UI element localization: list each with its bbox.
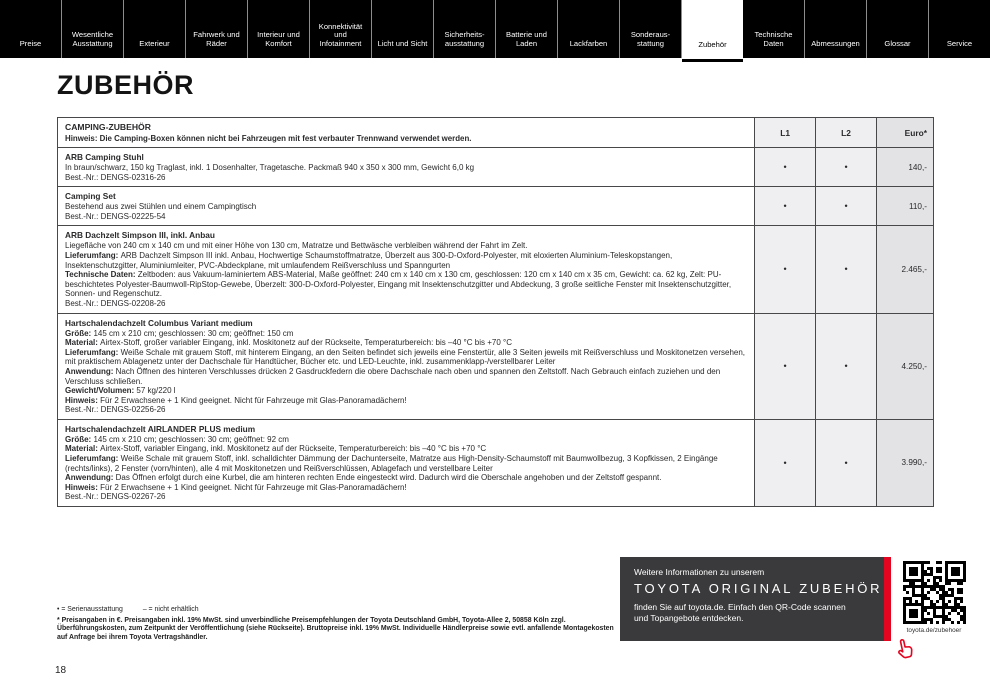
tab-label: Sonderaus-stattung (630, 30, 671, 49)
price-cell: 140,- (877, 148, 934, 187)
table-row (58, 313, 934, 419)
qr-caption: toyota.de/zubehoer (906, 627, 962, 634)
row-text: Lieferumfang: ARB Dachzelt Simpson III inkl. Anbau, Hochwertige Schaumstoffmatratze, Überzelt aus 300-D-Oxford-Polyester, mit eloxierten Aluminium-Teleskopstangen, Insektenschutzgitter, Aluminiumleiter, PVC-Abdeckplane, mit umlaufendem Reißverschluss und Spanngurten (65, 250, 673, 270)
info-intro: Weitere Informationen zu unserem (634, 567, 765, 577)
row-text: Best.-Nr.: DENGS-02208-26 (65, 298, 166, 308)
row-text: Best.-Nr.: DENGS-02256-26 (65, 405, 166, 415)
section-header-cell (58, 118, 755, 148)
row-text: In braun/schwarz, 150 kg Traglast, inkl. 1 Dosenhalter, Tragetasche. Packmaß 940 x 350 x 300 mm, Gewicht 6,0 kg (65, 163, 475, 172)
price-cell: 2.465,- (877, 226, 934, 313)
row-text: Größe: 145 cm x 210 cm; geschlossen: 30 cm; geöffnet: 92 cm (65, 434, 289, 444)
row-text: Liegefläche von 240 cm x 140 cm und mit einer Höhe von 130 cm, Matratze und Bettwäsche verbleiben während der Fahrt im Zelt. (65, 241, 528, 251)
row-text: Best.-Nr.: DENGS-02316-26 (65, 172, 166, 182)
table-row (58, 187, 934, 226)
accessories-table-body (58, 148, 934, 507)
tab-label: Sicherheits-ausstattung (444, 30, 485, 49)
row-title: Camping Set (65, 191, 116, 202)
availability-l1: • (755, 148, 816, 187)
row-text: Anwendung: Nach Öffnen des hinteren Verschlusses drücken 2 Gasdruckfedern die obere Dachschale nach oben und spannen den Zeltstoff. Nach Gebrauch einfach zuziehen und den Verschluss schließen. (65, 366, 721, 386)
tab-konnektivitaet-und-infotainment[interactable] (310, 0, 372, 58)
tab-sicherheits-ausstattung[interactable] (434, 0, 496, 58)
section-title: CAMPING-ZUBEHÖR (65, 122, 151, 132)
accessories-table (57, 117, 934, 507)
tab-label: Abmessungen (811, 39, 860, 49)
row-text: Lieferumfang: Weiße Schale mit grauem Stoff, inkl. schalldichter Dämmung der Dachunterseite, Matratze aus High-Density-Schaumstoff mit Baumwollbezug, 3 Kopfkissen, 2 Eingänge (rechts/links), 2 Fenster (vorn/hinten), alle 4 mit Moskitonetzen und Reißverschlüssen, Ablagefach und verstellbare Leiter (65, 454, 718, 473)
tab-label: Licht und Sicht (377, 39, 428, 49)
row-title: ARB Camping Stuhl (65, 152, 144, 162)
info-box (620, 557, 884, 641)
row-text: Größe: 145 cm x 210 cm; geschlossen: 30 cm; geöffnet: 150 cm (65, 328, 294, 338)
table-row (58, 226, 934, 313)
row-description (58, 148, 755, 187)
price-cell: 3.990,- (877, 419, 934, 506)
tab-batterie-und-laden[interactable] (496, 0, 558, 58)
tab-label: Konnektivität und Infotainment (318, 21, 363, 49)
availability-l2: • (816, 226, 877, 313)
qr-code-icon (903, 561, 966, 624)
row-text: Best.-Nr.: DENGS-02267-26 (65, 492, 166, 502)
availability-l1: • (755, 419, 816, 506)
tab-abmessungen[interactable] (805, 0, 867, 58)
column-header-l1: L1 (755, 118, 816, 148)
note-text: Die Camping-Boxen können nicht bei Fahrzeugen mit fest verbauter Trennwand verwendet werden. (99, 134, 472, 143)
tab-bar (0, 0, 990, 58)
tab-label: Fahrwerk und Räder (193, 30, 240, 49)
table-row (58, 148, 934, 187)
tab-service[interactable] (929, 0, 990, 58)
tab-wesentliche-ausstattung[interactable] (62, 0, 124, 58)
availability-l2: • (816, 187, 877, 226)
tab-zubehoer[interactable] (682, 0, 743, 62)
tab-label: Exterieur (139, 39, 170, 49)
row-text: Material: Airtex-Stoff, großer variabler Eingang, inkl. Moskitonetz auf der Rückseite, Temperaturbereich: bis –40 °C bis +70 °C (65, 338, 512, 348)
table-header-row (58, 118, 934, 148)
availability-l2: • (816, 313, 877, 419)
availability-l1: • (755, 226, 816, 313)
row-text: Hinweis: Für 2 Erwachsene + 1 Kind geeignet. Nicht für Fahrzeuge mit Glas-Panoramadächern! (65, 395, 407, 405)
tab-label: Interieur und Komfort (257, 30, 300, 49)
table-row (58, 419, 934, 506)
tab-technische-daten[interactable] (743, 0, 805, 58)
tab-sonderaus-stattung[interactable] (620, 0, 682, 58)
tab-fahrwerk-und-raeder[interactable] (186, 0, 248, 58)
tab-label: Technische Daten (754, 30, 793, 49)
tab-label: Service (946, 39, 973, 49)
row-text: Lieferumfang: Weiße Schale mit grauem Stoff, mit hinterem Eingang, an den Seiten befindet sich jeweils eine Fenstertür, alle 3 Seiten jeweils mit Reißverschluss und Moskitonetzen versehen, mit praktischem Ablagenetz unter der Dachschale für Handtücher, Bücher etc. und LED-Leuchte, inkl. zusammenklapp-/verstellbarer Leiter (65, 347, 746, 367)
tab-exterieur[interactable] (124, 0, 186, 58)
availability-l2: • (816, 419, 877, 506)
row-text: Best.-Nr.: DENGS-02225-54 (65, 211, 166, 221)
availability-l2: • (816, 148, 877, 187)
tab-label: Batterie und Laden (506, 30, 547, 49)
row-text: Hinweis: Für 2 Erwachsene + 1 Kind geeignet. Nicht für Fahrzeuge mit Glas-Panoramadächern! (65, 482, 407, 492)
tab-label: Glossar (884, 39, 911, 49)
info-title: TOYOTA ORIGINAL ZUBEHÖR (634, 581, 883, 596)
tab-licht-und-sicht[interactable] (372, 0, 434, 58)
price-cell: 4.250,- (877, 313, 934, 419)
column-header-euro: Euro* (877, 118, 934, 148)
row-text: Gewicht/Volumen: 57 kg/220 l (65, 386, 176, 396)
red-accent-stripe (884, 557, 891, 641)
row-description (58, 419, 755, 506)
row-title: Hartschalendachzelt AIRLANDER PLUS medium (65, 423, 256, 434)
tab-label: Wesentliche Ausstattung (71, 30, 114, 49)
row-title: ARB Dachzelt Simpson III, inkl. Anbau (65, 230, 215, 241)
row-text: Technische Daten: Zeltboden: aus Vakuum-laminiertem ABS-Material, Maße geöffnet: 240 cm x 140 cm x 130 cm, geschlossen: 120 cm x 140 cm x 35 cm, Gewicht: ca. 62 kg, Zelt: PU-beschichtetes Polyester-Baumwoll-RipStop-Gewebe, Überzelt: 300-D-Oxford-Polyester, Eingang mit Insektenschutzgitter und Abdeckung, 3 große seitliche Fenster mit Insektenschutzgitter, Sonnen- und Regenschutz. (65, 270, 732, 299)
row-description (58, 187, 755, 226)
row-title: Hartschalendachzelt Columbus Variant medium (65, 317, 253, 328)
row-text: Material: Airtex-Stoff, variabler Eingang, inkl. Moskitonetz auf der Rückseite, Temperaturbereich: bis –40 °C bis +70 °C (65, 444, 487, 454)
row-description (58, 226, 755, 313)
tab-interieur-und-komfort[interactable] (248, 0, 310, 58)
tab-glossar[interactable] (867, 0, 929, 58)
section-note (65, 134, 747, 143)
row-text: Bestehend aus zwei Stühlen und einem Campingtisch (65, 202, 257, 212)
qr-panel (891, 557, 977, 641)
price-footnote: * Preisangaben in €. Preisangaben inkl. 19% MwSt. sind unverbindliche Preisempfehlungen der Toyota Deutschland GmbH, Toyota-Allee 2, 50858 Köln zzgl. Überführungskosten, zum Zeitpunkt der Veröffentlichung (siehe Rückseite). Bruttopreise inkl. 19% MwSt. Individuelle Händlerpreise sowie evtl. anfallende Montagekosten auf Anfrage bei ihrem Toyota Vertragshändler. (57, 617, 614, 641)
page-title: ZUBEHÖR (57, 70, 194, 100)
availability-l1: • (755, 187, 816, 226)
column-header-l2: L2 (816, 118, 877, 148)
tab-preise[interactable] (0, 0, 62, 58)
legend-standard: • = Serienausstattung (57, 606, 123, 613)
tab-lackfarben[interactable] (558, 0, 620, 58)
tab-label: Preise (19, 39, 42, 49)
legend (57, 606, 219, 613)
price-cell: 110,- (877, 187, 934, 226)
row-text: Anwendung: Das Öffnen erfolgt durch eine Kurbel, die am hinteren rechten Ende eingesteckt wird. Dadurch wird die Oberschale angehoben und der Zeltstoff gespannt. (65, 473, 662, 483)
info-text: finden Sie auf toyota.de. Einfach den QR-Code scannen und Topangebote entdecken. (634, 602, 846, 623)
tab-label: Lackfarben (569, 39, 608, 49)
availability-l1: • (755, 313, 816, 419)
tab-label: Zubehör (698, 40, 727, 50)
note-label: Hinweis: (65, 134, 98, 143)
legend-not-available: – = nicht erhältlich (142, 606, 199, 613)
row-description (58, 313, 755, 419)
page-number: 18 (55, 665, 67, 676)
